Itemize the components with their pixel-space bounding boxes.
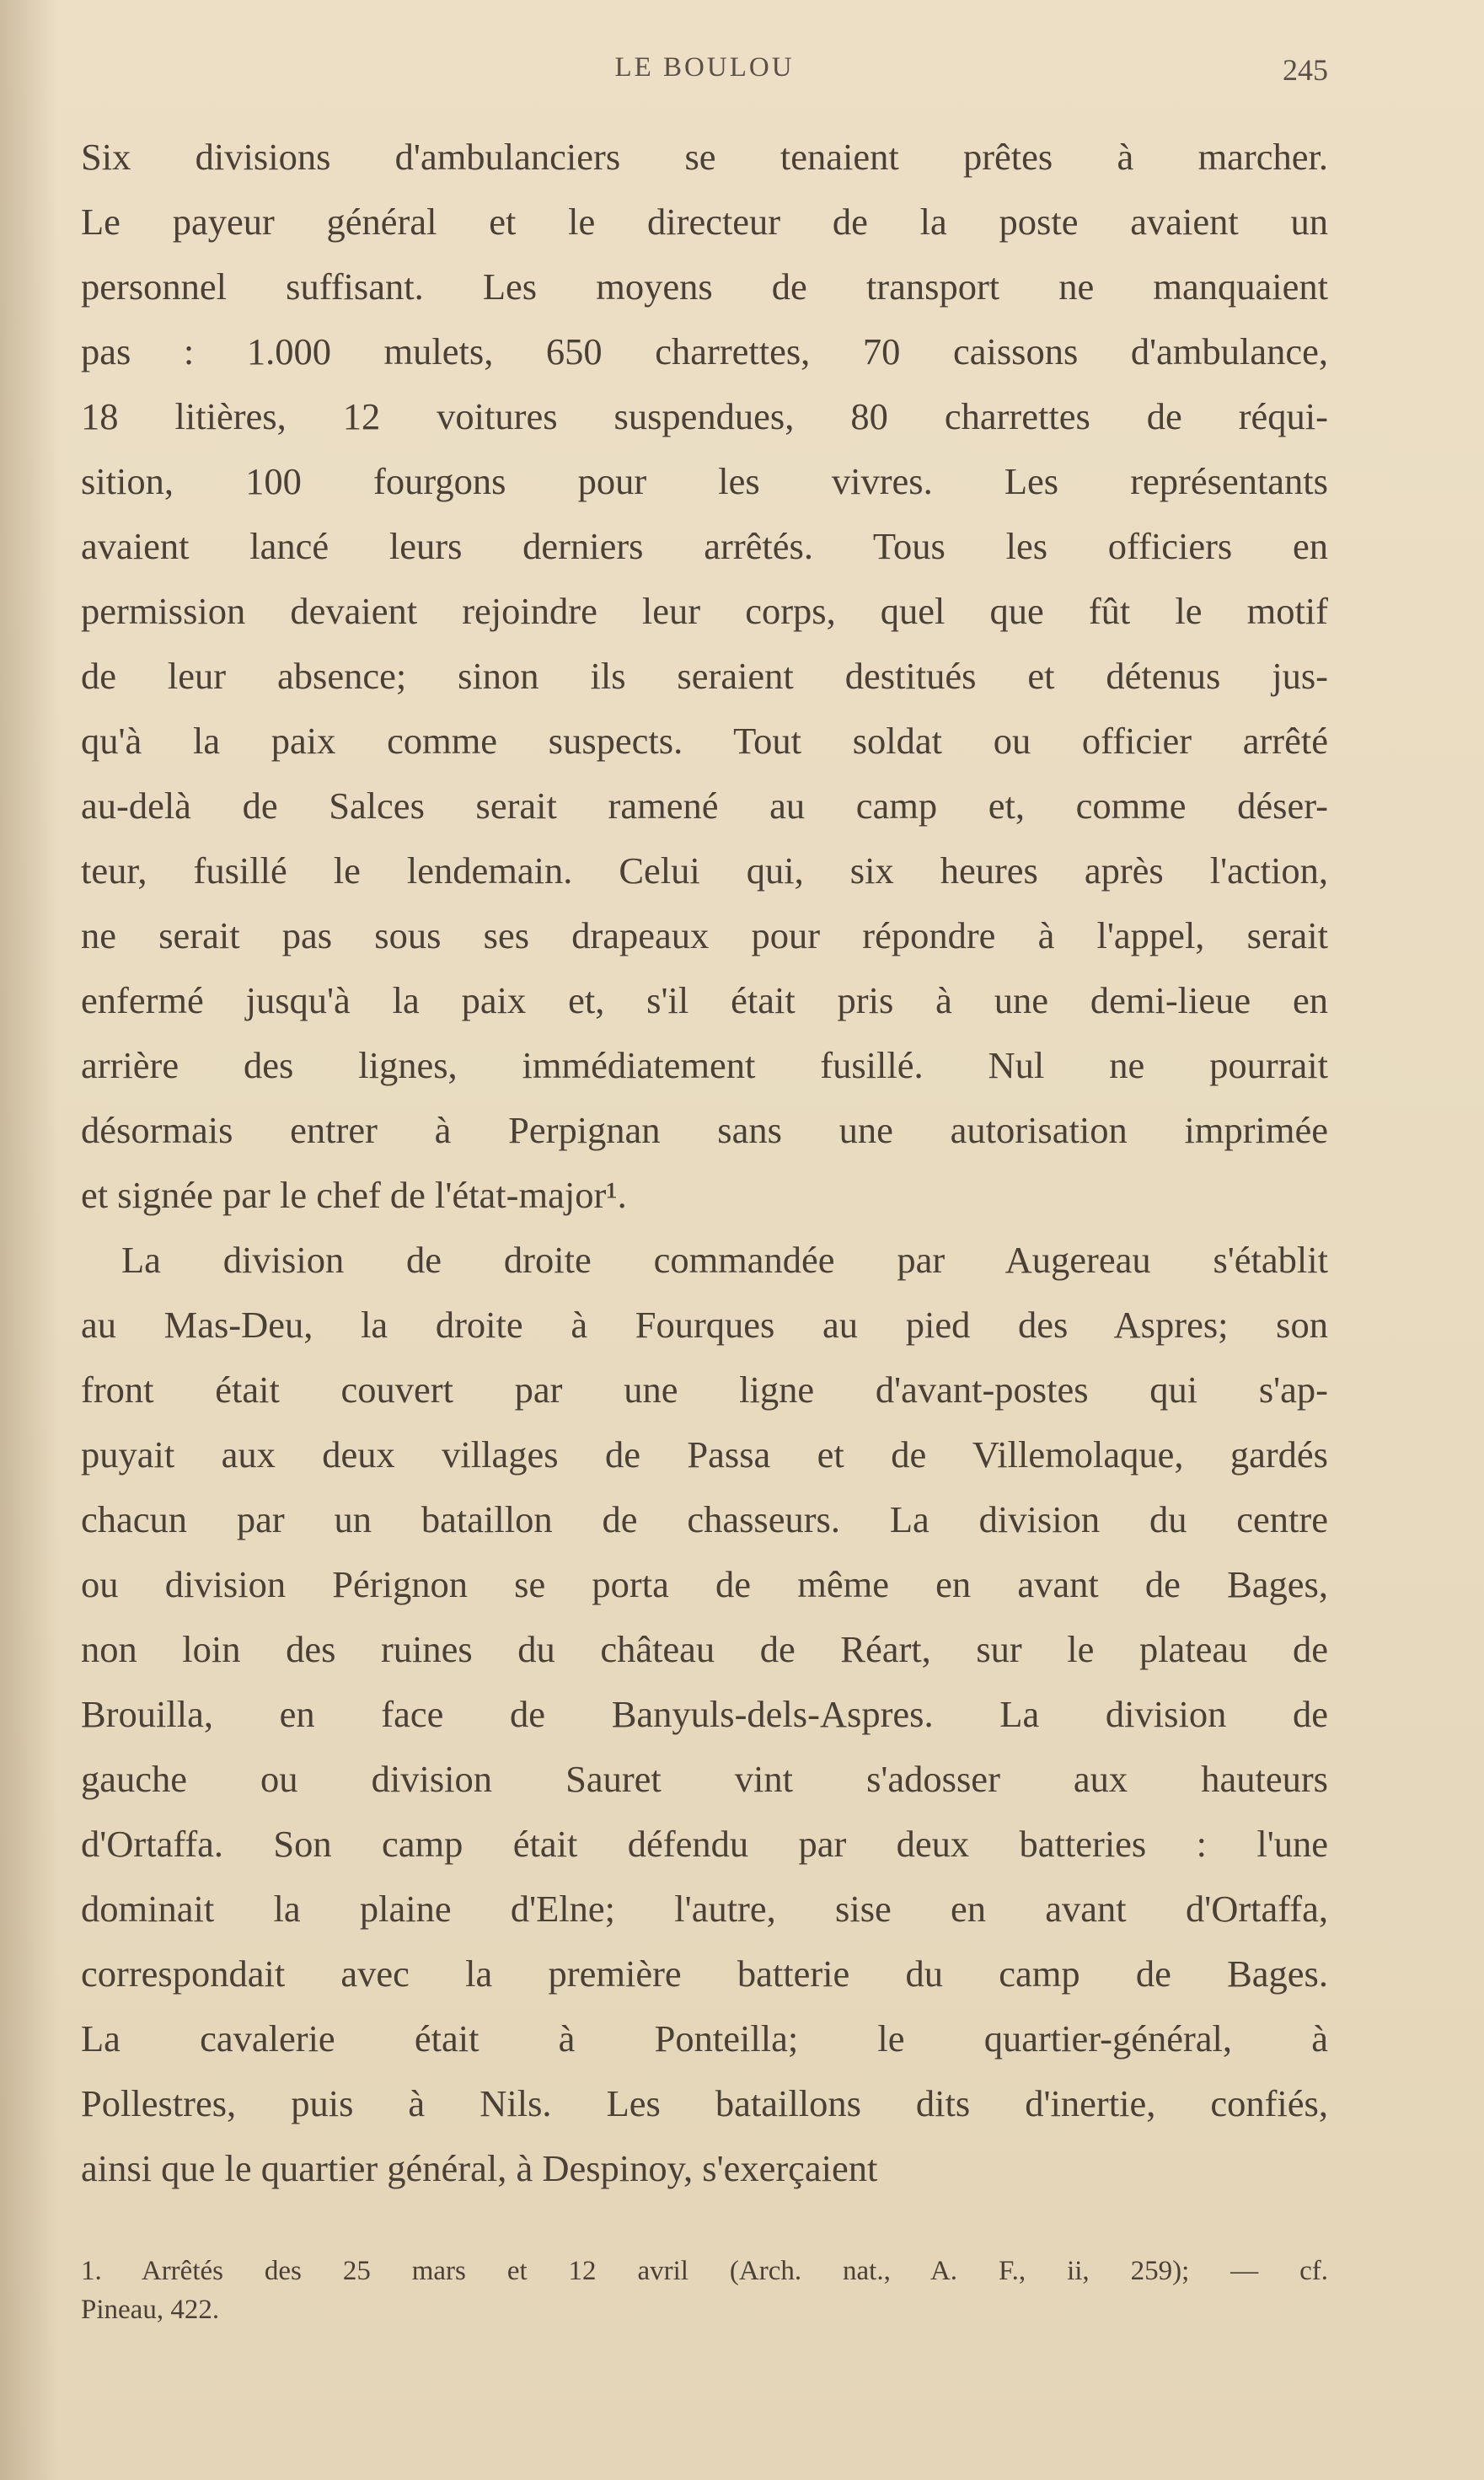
footnote: [81, 2252, 1328, 2329]
text-line: ou division Pérignon se porta de même en avant de Bages,: [81, 1563, 1328, 1605]
text-line: sition, 100 fourgons pour les vivres. Les représentants: [81, 460, 1328, 502]
text-line: dominait la plaine d'Elne; l'autre, sise en avant d'Ortaffa,: [81, 1888, 1328, 1930]
paragraph: [81, 1228, 1328, 2201]
text-line: ne serait pas sous ses drapeaux pour répondre à l'appel, serait: [81, 914, 1328, 956]
footnote-line: 1. Arrêtés des 25 mars et 12 avril (Arch. nat., A. F., ii, 259); — cf.: [81, 2256, 1328, 2286]
text-line: arrière des lignes, immédiatement fusillé. Nul ne pourrait: [81, 1044, 1328, 1086]
text-line: personnel suffisant. Les moyens de transport ne manquaient: [81, 265, 1328, 308]
text-line: au-delà de Salces serait ramené au camp et, comme déser-: [81, 785, 1328, 827]
text-line: gauche ou division Sauret vint s'adosser aux hauteurs: [81, 1758, 1328, 1800]
page-header: [81, 52, 1328, 103]
paragraph: [81, 125, 1328, 1228]
text-line: et signée par le chef de l'état-major¹.: [81, 1174, 627, 1216]
text-line: teur, fusillé le lendemain. Celui qui, six heures après l'action,: [81, 849, 1328, 892]
text-line: d'Ortaffa. Son camp était défendu par deux batteries : l'une: [81, 1823, 1328, 1865]
text-line: chacun par un bataillon de chasseurs. La division du centre: [81, 1498, 1328, 1540]
text-line: La cavalerie était à Ponteilla; le quartier-général, à: [81, 2017, 1328, 2060]
text-line: Le payeur général et le directeur de la poste avaient un: [81, 201, 1328, 243]
text-line: Pollestres, puis à Nils. Les bataillons dits d'inertie, confiés,: [81, 2082, 1328, 2124]
footnote-line: Pineau, 422.: [81, 2295, 220, 2325]
text-line: au Mas-Deu, la droite à Fourques au pied des Aspres; son: [81, 1304, 1328, 1346]
text-line: avaient lancé leurs derniers arrêtés. Tous les officiers en: [81, 525, 1328, 567]
text-line: Six divisions d'ambulanciers se tenaient prêtes à marcher.: [81, 136, 1328, 178]
text-line: puyait aux deux villages de Passa et de Villemolaque, gardés: [81, 1433, 1328, 1476]
page-number: 245: [1283, 53, 1328, 87]
text-line: front était couvert par une ligne d'avant-postes qui s'ap-: [81, 1369, 1328, 1411]
running-title: LE BOULOU: [614, 52, 795, 83]
text-line: La division de droite commandée par Augereau s'établit: [121, 1239, 1328, 1281]
text-line: non loin des ruines du château de Réart, sur le plateau de: [81, 1628, 1328, 1670]
body-text: [81, 125, 1328, 2201]
text-line: correspondait avec la première batterie du camp de Bages.: [81, 1952, 1328, 1995]
text-line: Brouilla, en face de Banyuls-dels-Aspres. La division de: [81, 1693, 1328, 1735]
text-line: enfermé jusqu'à la paix et, s'il était pris à une demi-lieue en: [81, 979, 1328, 1021]
text-line: désormais entrer à Perpignan sans une autorisation imprimée: [81, 1109, 1328, 1151]
text-line: ainsi que le quartier général, à Despinoy, s'exerçaient: [81, 2147, 878, 2189]
text-line: de leur absence; sinon ils seraient destitués et détenus jus-: [81, 655, 1328, 697]
text-line: pas : 1.000 mulets, 650 charrettes, 70 caissons d'ambulance,: [81, 330, 1328, 372]
text-line: 18 litières, 12 voitures suspendues, 80 charrettes de réqui-: [81, 395, 1328, 437]
text-line: qu'à la paix comme suspects. Tout soldat ou officier arrêté: [81, 720, 1328, 762]
text-line: permission devaient rejoindre leur corps, quel que fût le motif: [81, 590, 1328, 632]
